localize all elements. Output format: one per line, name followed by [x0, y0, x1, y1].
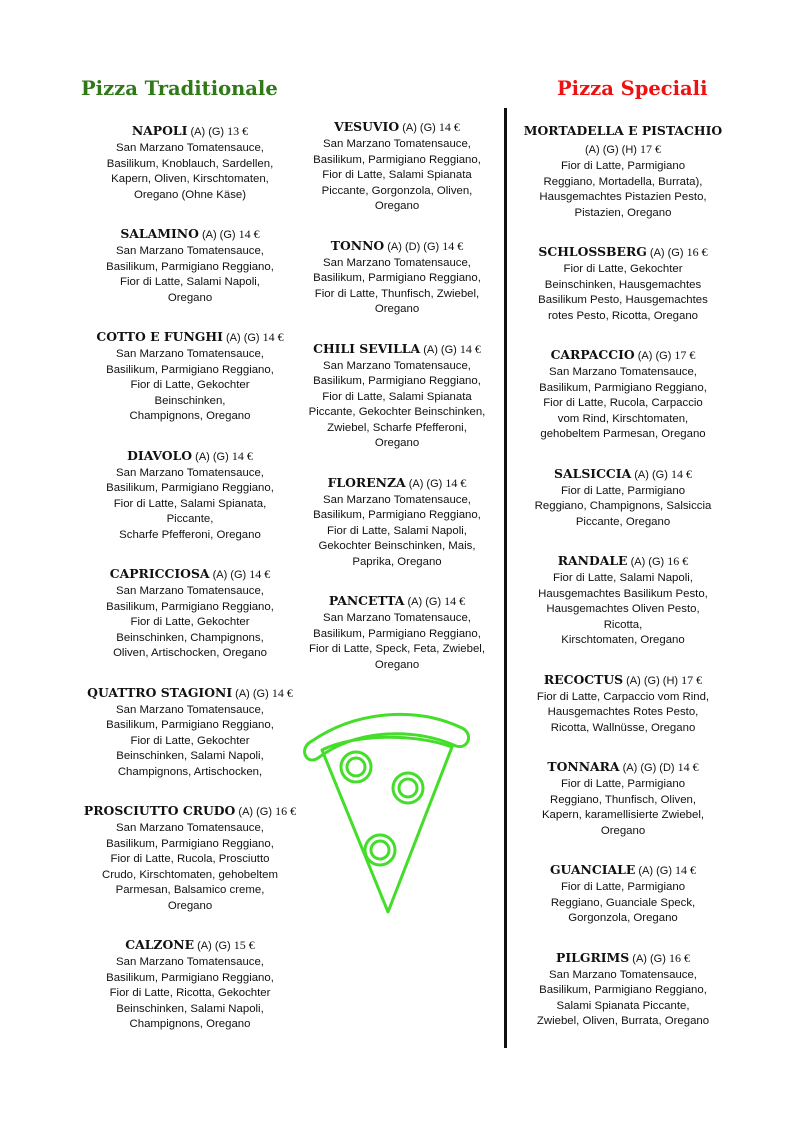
menu-item: [522, 552, 724, 649]
menu-item-price: 14 €: [445, 475, 467, 490]
menu-item-header: [72, 122, 308, 141]
column-divider: [504, 108, 507, 1048]
menu-item-header: [300, 592, 494, 611]
menu-item-ingredients: San Marzano Tomatensauce, Basilikum, Parmigiano Reggiano, Fior di Latte, Gekochter Beinschinken, Champignons, Oregano: [106, 348, 274, 422]
menu-item-price: 14 €: [271, 685, 293, 700]
menu-item-description: [522, 262, 724, 324]
menu-item-header: [522, 949, 724, 968]
allergen-codes: (A) (G): [402, 122, 436, 134]
menu-item-header: [72, 328, 308, 347]
allergen-codes: (A) (G): [637, 350, 672, 362]
menu-item-header: [72, 684, 308, 703]
menu-item-name: PILGRIMS: [556, 949, 630, 965]
allergen-codes: (A) (G): [632, 952, 666, 965]
menu-item-header: [72, 447, 308, 466]
menu-item-ingredients: Fior di Latte, Parmigiano Reggiano, Thunfisch, Oliven, Kapern, karamellisierte Zwiebel, Oregano: [541, 778, 705, 837]
menu-item-price: 14 €: [670, 466, 692, 481]
menu-item-header: [300, 237, 494, 256]
menu-item-name: RANDALE: [557, 553, 628, 568]
menu-item-name: RECOCTUS: [543, 671, 624, 687]
menu-item-header: [72, 565, 308, 584]
menu-item: [72, 684, 308, 781]
menu-item-ingredients: San Marzano Tomatensauce, Basilikum, Parmigiano Reggiano, Salami Spianata Piccante, Zwiebel, Oliven, Burrata, Oregano: [536, 968, 710, 1027]
menu-item-description: [522, 159, 724, 221]
menu-item-ingredients: San Marzano Tomatensauce, Basilikum, Parmigiano Reggiano, Fior di Latte, Salami Spianata Piccante, Gekochter Beinschinken, Zwiebel, Scharfe Pfefferoni, Oregano: [308, 359, 486, 449]
menu-item-description: [300, 256, 494, 318]
pizza-slice-icon: [296, 700, 478, 918]
menu-item-price: 17 €: [640, 142, 661, 156]
menu-item-price: 14 €: [675, 863, 697, 877]
menu-item-description: [72, 703, 308, 781]
menu-item-price: 14 €: [444, 594, 466, 608]
menu-item-description: [300, 137, 494, 215]
menu-item-price: 13 €: [227, 124, 249, 138]
menu-item-name: NAPOLI: [131, 123, 188, 138]
menu-item-description: [72, 347, 308, 425]
allergen-codes: (A) (G) (H): [585, 144, 637, 156]
menu-item-description: [522, 777, 724, 839]
menu-item-description: [72, 955, 308, 1033]
menu-item-description: [72, 584, 308, 662]
allergen-codes: (A) (G): [407, 596, 442, 608]
menu-item-ingredients: Fior di Latte, Salami Napoli, Hausgemachtes Basilikum Pesto, Hausgemachtes Oliven Pesto, Ricotta, Kirschtomaten, Oregano: [538, 572, 708, 646]
menu-item: [72, 802, 308, 914]
allergen-codes: (A) (G): [195, 450, 229, 463]
menu-item: [72, 447, 308, 544]
menu-item-name: CAPRICCIOSA: [109, 566, 210, 581]
allergen-codes: (A) (G) (H): [626, 674, 679, 687]
menu-item-header: [522, 671, 724, 690]
heading-pizza-speciali: Pizza Speciali: [557, 77, 708, 100]
menu-item: [522, 861, 724, 927]
menu-item: [72, 328, 308, 425]
menu-item-name: DIAVOLO: [127, 447, 193, 463]
menu-item-description: [72, 244, 308, 306]
menu-item-name: CARPACCIO: [550, 347, 635, 362]
menu-item-price: 16 €: [275, 804, 297, 818]
menu-item-name: CALZONE: [125, 937, 195, 952]
menu-item-ingredients: San Marzano Tomatensauce, Basilikum, Parmigiano Reggiano, Fior di Latte, Salami Spianata Piccante, Gorgonzola, Oliven, Oregano: [313, 138, 481, 212]
menu-item-header: [522, 346, 724, 365]
menu-item-ingredients: Fior di Latte, Parmigiano Reggiano, Guanciale Speck, Gorgonzola, Oregano: [550, 881, 696, 924]
menu-item: [522, 346, 724, 443]
menu-item-ingredients: San Marzano Tomatensauce, Basilikum, Parmigiano Reggiano, Fior di Latte, Salami Napoli, Gekochter Beinschinken, Mais, Paprika, Oregano: [313, 493, 481, 568]
menu-item-price: 14 €: [231, 448, 253, 463]
menu-item-name: FLORENZA: [327, 474, 406, 490]
menu-item-header: [522, 465, 724, 484]
menu-item-name: GUANCIALE: [549, 862, 636, 877]
menu-item-header: [522, 243, 724, 262]
menu-item-description: [300, 611, 494, 673]
menu-item-header: [522, 122, 724, 159]
allergen-codes: (A) (G): [225, 332, 260, 344]
menu-item-ingredients: San Marzano Tomatensauce, Basilikum, Parmigiano Reggiano, Fior di Latte, Salami Napoli, Oregano: [106, 245, 274, 304]
menu-item-price: 14 €: [442, 238, 464, 253]
allergen-codes: (A) (D) (G): [387, 240, 440, 253]
menu-item-header: [300, 118, 494, 137]
menu-item-description: [300, 359, 494, 452]
menu-item-price: 14 €: [677, 760, 699, 774]
allergen-codes: (A) (G): [649, 247, 684, 259]
menu-item-description: [300, 493, 494, 571]
menu-item-name: COTTO E FUNGHI: [96, 329, 223, 344]
menu-item-note: (Ohne Käse): [181, 188, 247, 201]
menu-item: [72, 565, 308, 662]
menu-column-middle: [300, 118, 494, 695]
menu-item-header: [522, 552, 724, 571]
menu-item-header: [300, 474, 494, 493]
menu-item-price: 17 €: [674, 348, 696, 362]
menu-item: [522, 465, 724, 531]
allergen-codes: (A) (G): [238, 806, 273, 818]
allergen-codes: (A) (G): [235, 687, 269, 700]
menu-item: [522, 671, 724, 737]
menu-item-description: [522, 690, 724, 737]
allergen-codes: (A) (G) (D): [622, 762, 675, 774]
menu-item-name: MORTADELLA E PISTACHIO: [523, 123, 723, 138]
heading-pizza-traditionale: Pizza Traditionale: [81, 77, 278, 100]
allergen-codes: (A) (G): [423, 343, 457, 356]
menu-item-name: SALAMINO: [120, 226, 199, 241]
menu-item: [72, 225, 308, 306]
menu-item-header: [522, 758, 724, 777]
menu-item-name: QUATTRO STAGIONI: [87, 684, 233, 700]
menu-item-name: PANCETTA: [328, 593, 405, 608]
menu-item-description: [522, 484, 724, 531]
menu-item-header: [72, 225, 308, 244]
menu-item-name: TONNARA: [547, 759, 620, 774]
menu-item: [522, 758, 724, 839]
menu-item: [522, 243, 724, 324]
menu-item-price: 16 €: [667, 554, 689, 568]
allergen-codes: (A) (G): [197, 940, 231, 952]
menu-item-price: 14 €: [459, 341, 481, 356]
menu-item-name: VESUVIO: [334, 119, 400, 134]
menu-item-description: [522, 365, 724, 443]
menu-item-header: [522, 861, 724, 880]
menu-item-ingredients: San Marzano Tomatensauce, Basilikum, Parmigiano Reggiano, Fior di Latte, Speck, Feta, Zwiebel, Oregano: [309, 612, 485, 671]
menu-item-name: PROSCIUTTO CRUDO: [83, 803, 236, 818]
menu-item: [300, 474, 494, 571]
allergen-codes: (A) (G): [201, 229, 236, 241]
menu-item-ingredients: Fior di Latte, Parmigiano Reggiano, Champignons, Salsiccia Piccante, Oregano: [534, 484, 712, 528]
menu-item: [72, 936, 308, 1033]
menu-item-price: 16 €: [686, 245, 708, 259]
allergen-codes: (A) (G): [638, 865, 672, 877]
menu-item-ingredients: San Marzano Tomatensauce, Basilikum, Knoblauch, Sardellen, Kapern, Oliven, Kirschtomaten, Oregano: [106, 142, 274, 201]
menu-item-ingredients: San Marzano Tomatensauce, Basilikum, Parmigiano Reggiano, Fior di Latte, Gekochter Beinschinken, Salami Napoli, Champignons, Artischocken,: [106, 703, 274, 778]
menu-item-description: [522, 880, 724, 927]
menu-item-ingredients: San Marzano Tomatensauce, Basilikum, Parmigiano Reggiano, Fior di Latte, Salami Spianata, Piccante, Scharfe Pfefferoni, Oregano: [106, 466, 274, 541]
menu-item: [522, 949, 724, 1030]
menu-item-ingredients: San Marzano Tomatensauce, Basilikum, Parmigiano Reggiano, Fior di Latte, Thunfisch, Zwiebel, Oregano: [313, 256, 481, 315]
menu-item-header: [300, 340, 494, 359]
menu-item-price: 14 €: [262, 330, 284, 344]
menu-item-ingredients: San Marzano Tomatensauce, Basilikum, Parmigiano Reggiano, Fior di Latte, Rucola, Carpaccio vom Rind, Kirschtomaten, gehobeltem Parmesan, Oregano: [539, 366, 707, 440]
menu-item: [300, 340, 494, 452]
menu-item: [522, 122, 724, 221]
menu-item-header: [72, 936, 308, 955]
menu-column-speciali: [522, 122, 724, 1052]
menu-item-ingredients: San Marzano Tomatensauce, Basilikum, Parmigiano Reggiano, Fior di Latte, Gekochter Beinschinken, Champignons, Oliven, Artischocken, Oregano: [106, 585, 274, 659]
menu-item-ingredients: Fior di Latte, Gekochter Beinschinken, Hausgemachtes Basilikum Pesto, Hausgemachtes rotes Pesto, Ricotta, Oregano: [538, 263, 708, 322]
menu-item: [72, 122, 308, 203]
menu-item-ingredients: Fior di Latte, Carpaccio vom Rind, Hausgemachtes Rotes Pesto, Ricotta, Wallnüsse, Oregano: [536, 690, 710, 734]
allergen-codes: (A) (G): [634, 468, 668, 481]
menu-item-ingredients: Fior di Latte, Parmigiano Reggiano, Mortadella, Burrata), Hausgemachtes Pistazien Pesto, Pistazien, Oregano: [539, 160, 707, 219]
menu-item-description: [72, 141, 308, 203]
menu-item-name: TONNO: [330, 237, 385, 253]
menu-item-header: [72, 802, 308, 821]
menu-item-ingredients: San Marzano Tomatensauce, Basilikum, Parmigiano Reggiano, Fior di Latte, Ricotta, Gekochter Beinschinken, Salami Napoli, Champignons, Oregano: [106, 956, 274, 1030]
allergen-codes: (A) (G): [190, 126, 225, 138]
menu-item-description: [72, 821, 308, 914]
menu-item-description: [522, 571, 724, 649]
menu-item-price: 17 €: [681, 672, 703, 687]
menu-item: [300, 118, 494, 215]
allergen-codes: (A) (G): [408, 477, 443, 490]
menu-item: [300, 592, 494, 673]
menu-item-price: 15 €: [233, 938, 255, 952]
menu-item-price: 16 €: [668, 950, 690, 965]
menu-item-price: 14 €: [438, 120, 460, 134]
allergen-codes: (A) (G): [630, 556, 665, 568]
menu-item-description: [522, 968, 724, 1030]
menu-item-price: 14 €: [238, 227, 260, 241]
menu-item-price: 14 €: [249, 567, 271, 581]
menu-item-name: SCHLOSSBERG: [538, 244, 647, 259]
menu-item-name: SALSICCIA: [554, 465, 632, 481]
allergen-codes: (A) (G): [212, 569, 247, 581]
menu-item-description: [72, 466, 308, 544]
menu-item: [300, 237, 494, 318]
menu-item-name: CHILI SEVILLA: [313, 340, 421, 356]
menu-item-ingredients: San Marzano Tomatensauce, Basilikum, Parmigiano Reggiano, Fior di Latte, Rucola, Prosciutto Crudo, Kirschtomaten, gehobeltem Parmesan, Balsamico creme, Oregano: [101, 822, 278, 912]
menu-column-traditional: [72, 122, 308, 1055]
